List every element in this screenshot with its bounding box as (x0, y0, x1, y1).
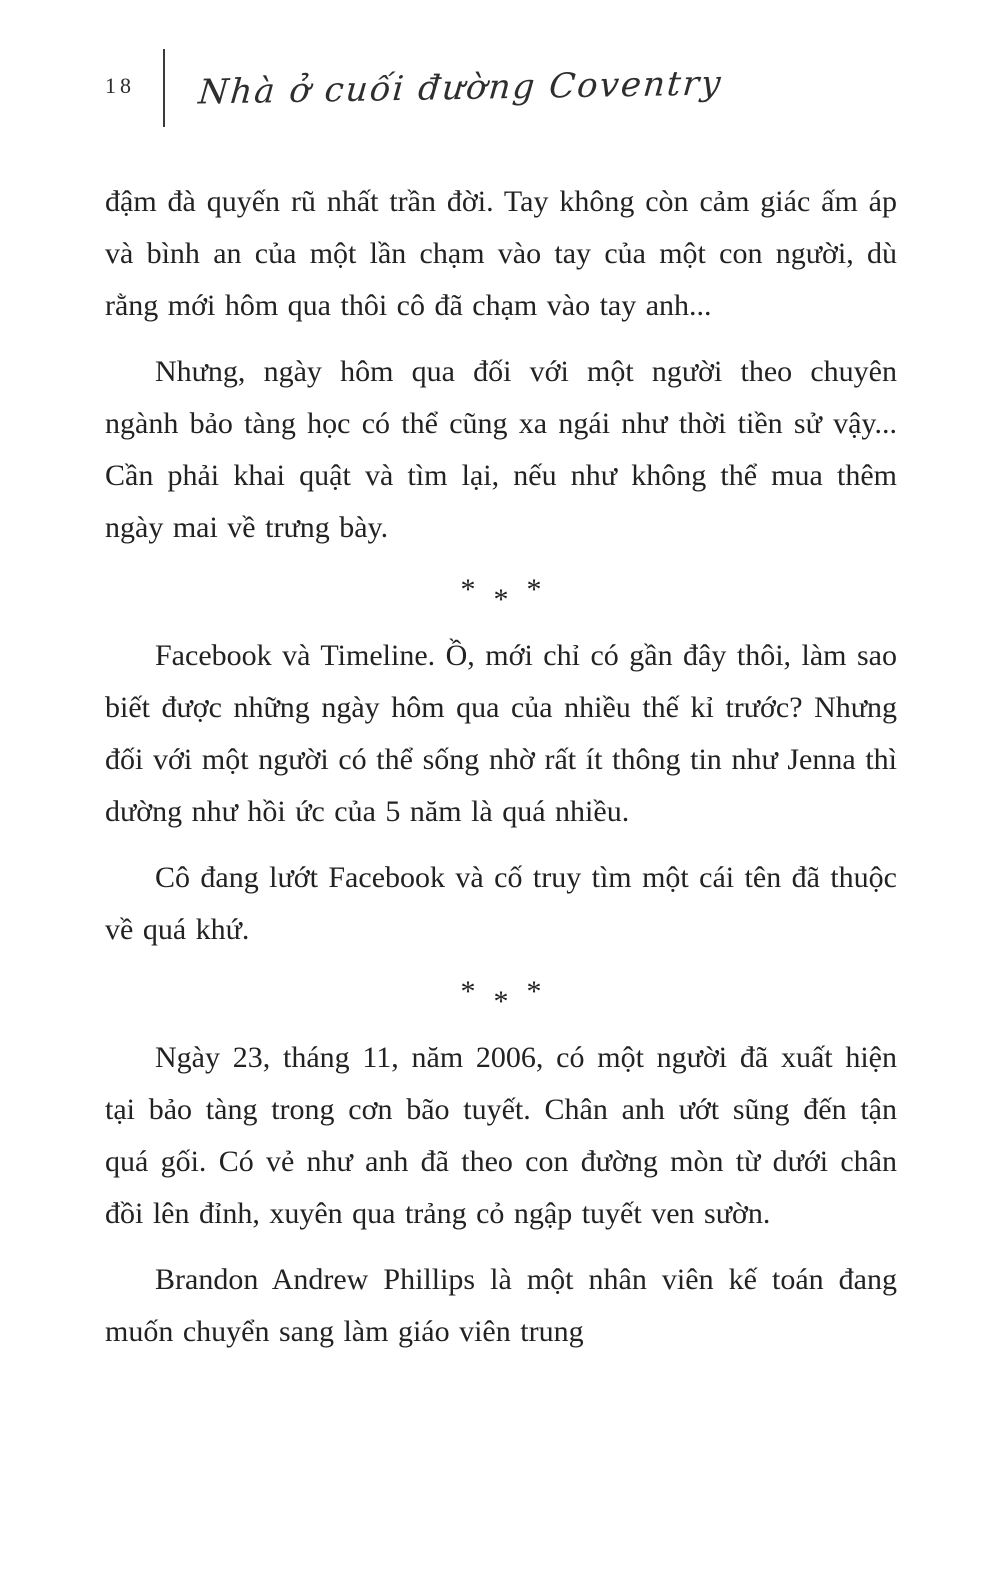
section-separator (105, 970, 897, 1018)
asterisk: * (493, 985, 509, 1018)
paragraph: Ngày 23, tháng 11, năm 2006, có một người đã xuất hiện tại bảo tàng trong cơn bão tuyết. Chân anh ướt sũng đến tận quá gối. Có vẻ như anh đã theo con đường mòn từ dưới chân đồi lên đỉnh, xuyên qua trảng cỏ ngập tuyết ven sườn. (105, 1041, 897, 1230)
asterisk: * (460, 975, 476, 1008)
asterisk: * (526, 573, 542, 606)
running-title: Nhà ở cuối đường Coventry (196, 63, 725, 113)
asterisk: * (493, 583, 509, 616)
paragraph: Nhưng, ngày hôm qua đối với một người theo chuyên ngành bảo tàng học có thể cũng xa ngái như thời tiền sử vậy... Cần phải khai quật và tìm lại, nếu như không thể mua thêm ngày mai về trưng bày. (105, 355, 897, 544)
section-separator (105, 568, 897, 616)
page-number: 18 (105, 73, 135, 98)
paragraph: Facebook và Timeline. Ồ, mới chỉ có gần đây thôi, làm sao biết được những ngày hôm qua của nhiều thế kỉ trước? Nhưng đối với một người có thể sống nhờ rất ít thông tin như Jenna thì dường như hồi ức của 5 năm là quá nhiều. (105, 639, 897, 828)
header-divider (163, 49, 165, 127)
page-header (105, 42, 895, 134)
asterisk: * (460, 573, 476, 606)
page-body (105, 176, 897, 1372)
paragraph: Cô đang lướt Facebook và cố truy tìm một cái tên đã thuộc về quá khứ. (105, 861, 897, 946)
asterisk: * (526, 975, 542, 1008)
paragraph: Brandon Andrew Phillips là một nhân viên kế toán đang muốn chuyển sang làm giáo viên trung (105, 1263, 897, 1348)
paragraph: đậm đà quyến rũ nhất trần đời. Tay không còn cảm giác ấm áp và bình an của một lần chạm vào tay của một con người, dù rằng mới hôm qua thôi cô đã chạm vào tay anh... (105, 185, 897, 322)
